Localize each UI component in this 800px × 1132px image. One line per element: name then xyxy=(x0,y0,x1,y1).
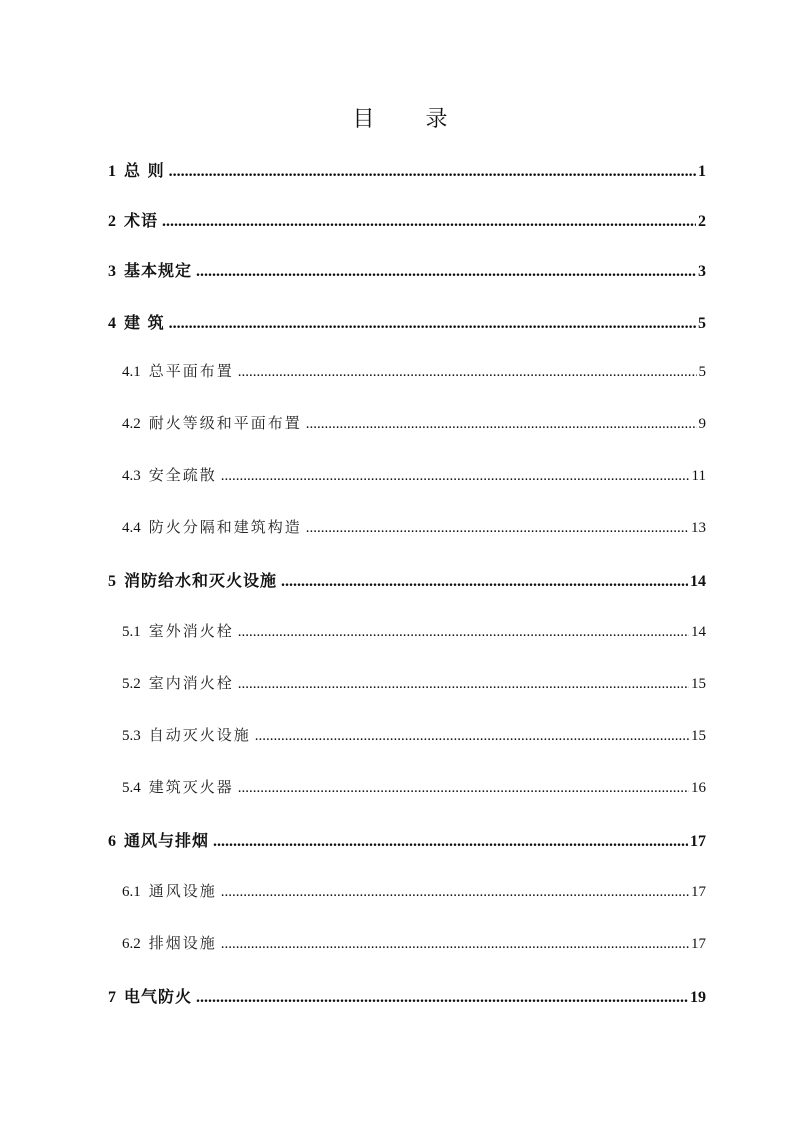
toc-dot-leader xyxy=(196,263,696,281)
toc-entry-number: 7 xyxy=(108,989,116,1006)
toc-entry-title: 总 则 xyxy=(124,161,165,180)
toc-entry-number: 5.4 xyxy=(122,780,141,796)
toc-entry-5[interactable] xyxy=(108,568,706,591)
toc-entry-page: 2 xyxy=(698,213,706,230)
toc-entry-page: 19 xyxy=(690,989,706,1006)
toc-entry-number: 6 xyxy=(108,833,116,850)
toc-dot-leader xyxy=(238,780,689,797)
toc-entry-number: 2 xyxy=(108,213,116,230)
toc-dot-leader xyxy=(169,315,696,333)
toc-entry-title: 电气防火 xyxy=(124,987,193,1006)
toc-dot-leader xyxy=(255,728,689,745)
toc-entry-1[interactable] xyxy=(108,158,706,181)
toc-entry-page: 5 xyxy=(698,315,706,332)
toc-entry-number: 3 xyxy=(108,263,116,280)
toc-entry-5-4[interactable] xyxy=(122,776,706,797)
toc-dot-leader xyxy=(221,936,689,953)
toc-entry-title: 通风设施 xyxy=(148,882,217,900)
page-title: 目 录 xyxy=(352,107,470,132)
toc-entry-6-1[interactable] xyxy=(122,880,706,901)
toc-entry-page: 1 xyxy=(698,163,706,180)
toc-entry-number: 4.4 xyxy=(122,520,141,536)
toc-entry-title: 建 筑 xyxy=(124,313,165,332)
toc-dot-leader xyxy=(221,468,690,485)
toc-entry-title: 防火分隔和建筑构造 xyxy=(148,518,302,536)
toc-entry-number: 5.3 xyxy=(122,728,141,744)
toc-entry-title: 基本规定 xyxy=(124,261,193,280)
toc-entry-page: 5 xyxy=(698,364,706,380)
toc-dot-leader xyxy=(238,676,689,693)
toc-entry-4-3[interactable] xyxy=(122,464,706,485)
toc-entry-page: 15 xyxy=(691,728,706,744)
toc-dot-leader xyxy=(281,573,688,591)
toc-entry-page: 14 xyxy=(690,573,706,590)
toc-entry-3[interactable] xyxy=(108,258,706,281)
toc-dot-leader xyxy=(196,989,688,1007)
toc-entry-title: 室外消火栓 xyxy=(148,622,234,640)
toc-entry-4[interactable] xyxy=(108,310,706,333)
toc-entry-title: 总平面布置 xyxy=(148,362,234,380)
toc-entry-page: 17 xyxy=(691,936,706,952)
toc-entry-page: 14 xyxy=(691,624,706,640)
toc-entry-number: 4.1 xyxy=(122,364,141,380)
toc-entry-number: 4.2 xyxy=(122,416,141,432)
toc-entry-5-1[interactable] xyxy=(122,620,706,641)
toc-entry-number: 5.1 xyxy=(122,624,141,640)
toc-dot-leader xyxy=(162,213,696,231)
toc-entry-number: 5.2 xyxy=(122,676,141,692)
toc-entry-title: 室内消火栓 xyxy=(148,674,234,692)
toc-dot-leader xyxy=(213,833,688,851)
toc-entry-page: 13 xyxy=(691,520,706,536)
toc-dot-leader xyxy=(169,163,696,181)
toc-dot-leader xyxy=(238,364,697,381)
toc-entry-page: 16 xyxy=(691,780,706,796)
toc-entry-number: 6.2 xyxy=(122,936,141,952)
toc-entry-number: 4 xyxy=(108,315,116,332)
toc-entry-number: 4.3 xyxy=(122,468,141,484)
toc-entry-title: 术语 xyxy=(124,211,159,230)
toc-entry-page: 17 xyxy=(690,833,706,850)
toc-entry-title: 通风与排烟 xyxy=(124,831,210,850)
toc-entry-number: 6.1 xyxy=(122,884,141,900)
toc-entry-7[interactable] xyxy=(108,984,706,1007)
toc-entry-4-4[interactable] xyxy=(122,516,706,537)
toc-entry-page: 11 xyxy=(691,468,706,484)
toc-entry-5-3[interactable] xyxy=(122,724,706,745)
toc-entry-title: 自动灭火设施 xyxy=(148,726,251,744)
toc-dot-leader xyxy=(306,520,689,537)
toc-entry-page: 15 xyxy=(691,676,706,692)
toc-dot-leader xyxy=(221,884,689,901)
toc-entry-page: 9 xyxy=(698,416,706,432)
toc-entry-title: 安全疏散 xyxy=(148,466,217,484)
toc-entry-page: 3 xyxy=(698,263,706,280)
toc-entry-4-2[interactable] xyxy=(122,412,706,433)
toc-entry-5-2[interactable] xyxy=(122,672,706,693)
toc-entry-number: 1 xyxy=(108,163,116,180)
toc-entry-number: 5 xyxy=(108,573,116,590)
toc-dot-leader xyxy=(306,416,697,433)
toc-entry-title: 消防给水和灭火设施 xyxy=(124,571,278,590)
toc-entry-title: 建筑灭火器 xyxy=(148,778,234,796)
toc-dot-leader xyxy=(238,624,689,641)
toc-entry-2[interactable] xyxy=(108,208,706,231)
toc-entry-6[interactable] xyxy=(108,828,706,851)
toc-entry-page: 17 xyxy=(691,884,706,900)
toc-entry-title: 耐火等级和平面布置 xyxy=(148,414,302,432)
toc-entry-6-2[interactable] xyxy=(122,932,706,953)
toc-entry-title: 排烟设施 xyxy=(148,934,217,952)
toc-entry-4-1[interactable] xyxy=(122,360,706,381)
